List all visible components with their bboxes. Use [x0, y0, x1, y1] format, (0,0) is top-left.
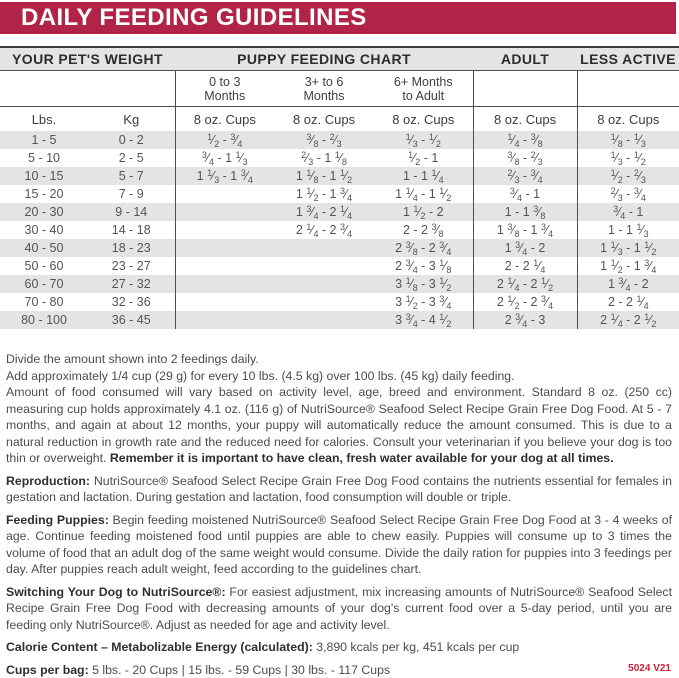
- cell-less-active: 1 $^1⁄_2 - 1$ $^3⁄_4$: [577, 257, 679, 275]
- note-paragraph: Divide the amount shown into 2 feedings daily.: [6, 352, 259, 366]
- cell-adult: 1 $^3⁄_4 - 2$: [473, 239, 577, 257]
- table-row: [0, 131, 679, 149]
- cell-less-active: $^3⁄_4 - 1$: [577, 203, 679, 221]
- cell-less-active: $^1⁄_8$ - $^1⁄_3$: [577, 131, 679, 149]
- cell-lbs: 20 - 30: [24, 205, 64, 219]
- group-header-less-active: LESS ACTIVE: [577, 47, 679, 71]
- cell-puppy-6-adult: 3 $^1⁄_2 - 3$ $^3⁄_4$: [395, 294, 452, 311]
- cell-puppy-6-adult: 1 $^1⁄_4 - 1$ $^1⁄_2$: [395, 186, 452, 203]
- month-header-spacer: [0, 71, 175, 107]
- unit-header-cups-less-active: 8 oz. Cups: [577, 107, 679, 132]
- cell-adult: $^1⁄_4$ - $^3⁄_8$: [473, 131, 577, 149]
- cell-puppy-3-6: 1 $^1⁄_8 - 1$ $^1⁄_2$: [295, 168, 353, 185]
- unit-header-kg: Kg: [88, 107, 175, 132]
- cell-puppy-6-adult: $^1⁄_2 - 1$: [408, 150, 439, 167]
- cell-kg: 5 - 7: [118, 169, 144, 183]
- cell-less-active: $^1⁄_2$ - $^2⁄_3$: [577, 167, 679, 185]
- cell-less-active: 1 - 1 $^1⁄_3$: [577, 221, 679, 239]
- cell-kg: 36 - 45: [111, 313, 151, 327]
- note-section-paragraph: Feeding Puppies: Begin feeding moistened NutriSource® Seafood Select Recipe Grain Free Dog Food at 3 - 4 weeks of age. Continue feeding moistened food until puppies are able to chew easily. Puppies will consume up to 3 times the volume of food that an adult dog of the same weight would consume. Divide the daily ration for puppies into 3 feedings per day. After puppies reach adult weight, feed according to the guidelines chart.: [6, 512, 672, 576]
- cell-lbs: 40 - 50: [24, 241, 64, 255]
- note-section-paragraph: Calorie Content – Metabolizable Energy (calculated): 3,890 kcals per kg, 451 kcals per cup: [6, 640, 520, 654]
- cell-less-active: $^1⁄_3$ - $^1⁄_2$: [577, 149, 679, 167]
- cell-kg: 32 - 36: [111, 295, 151, 309]
- cell-puppy-6-adult: 3 $^3⁄_4 - 4$ $^1⁄_2$: [395, 312, 452, 329]
- cell-puppy-6-adult: 1 $^1⁄_2 - 2$: [402, 204, 444, 221]
- table-row: [0, 221, 679, 239]
- cell-lbs: 50 - 60: [24, 259, 64, 273]
- cell-adult: 2 $^1⁄_4 - 2$ $^1⁄_2$: [473, 275, 577, 293]
- feeding-chart-body: [0, 131, 679, 329]
- feeding-chart-table: [0, 46, 679, 329]
- cell-adult: 1 - 1 $^3⁄_8$: [473, 203, 577, 221]
- cell-puppy-0-3: [175, 185, 274, 203]
- cell-puppy-3-6: [274, 293, 374, 311]
- cell-puppy-0-3: [175, 311, 274, 329]
- unit-header-row: [0, 107, 679, 132]
- unit-header-lbs: Lbs.: [0, 107, 88, 132]
- cell-puppy-0-3: [175, 221, 274, 239]
- cell-adult: $^3⁄_4 - 1$: [473, 185, 577, 203]
- note-paragraph: Amount of food consumed will vary based on activity level, age, breed and environment. Standard 8 oz. (250 cc) measuring cup holds approximately 4.1 oz. (116 g) of NutriSource® Seafood Select Recipe Grain Free Dog Food. At 5 - 7 months, and again at about 12 months, your puppy will automatically reduce the amount consumed. This is due to a natural reduction in growth rate and the reduced need for calories. Consult your veterinarian if you believe your dog is too thin or overweight. Remember it is important to have clean, fresh water available for your dog at all times.: [6, 385, 672, 465]
- group-header-puppy-chart: PUPPY FEEDING CHART: [175, 47, 473, 71]
- table-row: [0, 311, 679, 329]
- table-row: [0, 203, 679, 221]
- table-row: [0, 185, 679, 203]
- cell-puppy-3-6: [274, 311, 374, 329]
- cell-lbs: 15 - 20: [24, 187, 64, 201]
- version-code: 5024 V21: [628, 663, 671, 674]
- cell-adult: 1 $^3⁄_8 - 1$ $^3⁄_4$: [473, 221, 577, 239]
- cell-kg: 2 - 5: [118, 151, 144, 165]
- cell-puppy-0-3: [175, 257, 274, 275]
- cell-adult: 2 $^3⁄_4 - 3$: [473, 311, 577, 329]
- cell-puppy-0-3: 1 $^1⁄_3 - 1$ $^3⁄_4$: [175, 167, 274, 185]
- unit-header-cups-0-3: 8 oz. Cups: [175, 107, 274, 132]
- note-section-paragraph: Reproduction: NutriSource® Seafood Select Recipe Grain Free Dog Food contains the nutrients essential for females in gestation and lactation. During gestation and lactation, food consumption will double or triple.: [6, 473, 672, 504]
- month-header-6-adult: 6+ Months to Adult: [393, 74, 453, 103]
- group-header-weight: YOUR PET'S WEIGHT: [0, 47, 175, 71]
- cell-puppy-0-3: [175, 275, 274, 293]
- note-paragraph: Add approximately 1/4 cup (29 g) for every 10 lbs. (4.5 kg) over 100 lbs. (45 kg) daily feeding.: [6, 368, 515, 383]
- cell-lbs: 1 - 5: [31, 133, 57, 147]
- cell-less-active: $^2⁄_3$ - $^3⁄_4$: [577, 185, 679, 203]
- notes-sections: [6, 473, 672, 678]
- group-header-adult: ADULT: [473, 47, 577, 71]
- cell-lbs: 80 - 100: [21, 313, 67, 327]
- cell-kg: 7 - 9: [118, 187, 144, 201]
- title-banner: [0, 2, 676, 34]
- cell-puppy-3-6: 2 $^1⁄_4 - 2$ $^3⁄_4$: [295, 222, 353, 239]
- unit-header-cups-6-adult: 8 oz. Cups: [374, 107, 473, 132]
- cell-kg: 9 - 14: [115, 205, 148, 219]
- cell-puppy-3-6: $^2⁄_3 - 1$ $^1⁄_8$: [301, 150, 347, 167]
- cell-puppy-6-adult: 3 $^1⁄_8 - 3$ $^1⁄_2$: [395, 276, 452, 293]
- table-row: [0, 149, 679, 167]
- cell-less-active: 1 $^3⁄_4 - 2$: [577, 275, 679, 293]
- cell-kg: 0 - 2: [118, 133, 144, 147]
- cell-puppy-3-6: 1 $^1⁄_2 - 1$ $^3⁄_4$: [295, 186, 353, 203]
- month-header-blank-less-active: [577, 71, 679, 107]
- note-section-paragraph: Cups per bag: 5 lbs. - 20 Cups | 15 lbs. - 59 Cups | 30 lbs. - 117 Cups: [6, 662, 391, 677]
- month-header-3-6: 3+ to 6 Months: [303, 74, 345, 103]
- notes-section: [6, 351, 672, 678]
- cell-puppy-6-adult: 2 $^3⁄_4 - 3$ $^1⁄_8$: [395, 258, 452, 275]
- cell-adult: 2 - 2 $^1⁄_4$: [473, 257, 577, 275]
- cell-puppy-0-3: $^3⁄_4 - 1$ $^1⁄_3$: [175, 149, 274, 167]
- cell-lbs: 10 - 15: [24, 169, 64, 183]
- cell-puppy-0-3: [175, 239, 274, 257]
- cell-kg: 27 - 32: [111, 277, 151, 291]
- cell-adult: $^2⁄_3$ - $^3⁄_4$: [473, 167, 577, 185]
- table-row: [0, 239, 679, 257]
- month-header-blank-adult: [473, 71, 577, 107]
- cell-puppy-3-6: $^3⁄_8$ - $^2⁄_3$: [306, 132, 342, 149]
- cell-puppy-0-3: [175, 203, 274, 221]
- cell-puppy-3-6: [274, 239, 374, 257]
- cell-kg: 18 - 23: [111, 241, 151, 255]
- unit-header-cups-adult: 8 oz. Cups: [473, 107, 577, 132]
- cell-puppy-3-6: [274, 275, 374, 293]
- month-header-0-3: 0 to 3 Months: [175, 71, 274, 107]
- cell-puppy-0-3: $^1⁄_2$ - $^3⁄_4$: [175, 131, 274, 149]
- table-row: [0, 167, 679, 185]
- note-section-paragraph: Switching Your Dog to NutriSource®: For easiest adjustment, mix increasing amounts of NutriSource® Seafood Select Recipe Grain Free Dog Food with decreasing amounts of your dog's current food over a 5-day period, until you are feeding only NutriSource®. Adjust as needed for age and activity level.: [6, 584, 672, 632]
- cell-kg: 23 - 27: [111, 259, 151, 273]
- cell-less-active: 2 - 2 $^1⁄_4$: [577, 293, 679, 311]
- page-title: DAILY FEEDING GUIDELINES: [21, 4, 367, 31]
- cell-adult: $^3⁄_8$ - $^2⁄_3$: [473, 149, 577, 167]
- cell-lbs: 70 - 80: [24, 295, 64, 309]
- cell-puppy-6-adult: 2 - 2 $^3⁄_8$: [402, 222, 444, 239]
- cell-puppy-6-adult: 2 $^3⁄_8 - 2$ $^3⁄_4$: [395, 240, 452, 257]
- cell-kg: 14 - 18: [111, 223, 151, 237]
- cell-puppy-0-3: [175, 293, 274, 311]
- cell-less-active: 2 $^1⁄_4 - 2$ $^1⁄_2$: [577, 311, 679, 329]
- cell-lbs: 5 - 10: [28, 151, 60, 165]
- cell-lbs: 60 - 70: [24, 277, 64, 291]
- cell-puppy-6-adult: $^1⁄_3$ - $^1⁄_2$: [405, 132, 441, 149]
- cell-less-active: 1 $^1⁄_3 - 1$ $^1⁄_2$: [577, 239, 679, 257]
- cell-puppy-3-6: [274, 257, 374, 275]
- table-row: [0, 293, 679, 311]
- group-header-row: [0, 47, 679, 71]
- cell-adult: 2 $^1⁄_2 - 2$ $^3⁄_4$: [473, 293, 577, 311]
- table-row: [0, 257, 679, 275]
- cell-lbs: 30 - 40: [24, 223, 64, 237]
- cell-puppy-3-6: 1 $^3⁄_4 - 2$ $^1⁄_4$: [295, 204, 353, 221]
- notes-intro: [6, 351, 672, 467]
- table-row: [0, 275, 679, 293]
- unit-header-cups-3-6: 8 oz. Cups: [274, 107, 374, 132]
- cell-puppy-6-adult: 1 - 1 $^1⁄_4$: [402, 168, 444, 185]
- month-header-row: [0, 71, 679, 107]
